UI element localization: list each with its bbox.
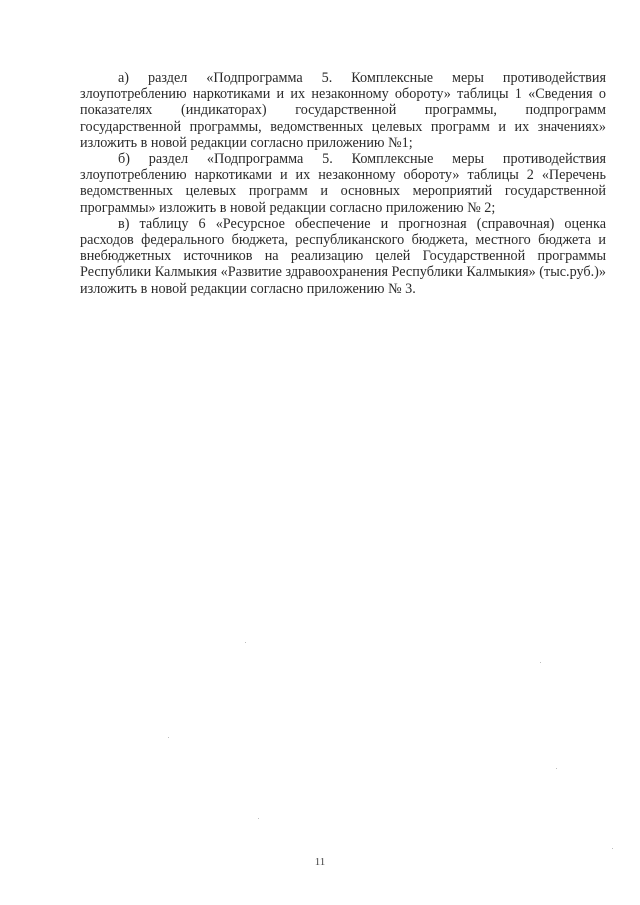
paragraph-b: б) раздел «Подпрограмма 5. Комплексные меры противодействия злоупотреблению наркотиками и их незаконному обороту» таблицы 2 «Перечень ведомственных целевых программ и основных мероприятий государственной программы» изложить в новой редакции согласно приложению № 2; [80, 151, 606, 216]
scan-speck [556, 768, 557, 769]
scan-speck [258, 818, 259, 819]
paragraph-a: а) раздел «Подпрограмма 5. Комплексные меры противодействия злоупотреблению наркотиками и их незаконному обороту» таблицы 1 «Сведения о показателях (индикаторах) государственной программы, подпрограмм государственной программы, ведомственных целевых программ и их значениях» изложить в новой редакции согласно приложению №1; [80, 70, 606, 151]
scan-speck [540, 662, 541, 663]
scan-speck [168, 737, 169, 738]
paragraph-v: в) таблицу 6 «Ресурсное обеспечение и прогнозная (справочная) оценка расходов федерального бюджета, республиканского бюджета, местного бюджета и внебюджетных источников на реализацию целей Государственной программы Республики Калмыкия «Развитие здравоохранения Республики Калмыкия» (тыс.руб.)» изложить в новой редакции согласно приложению № 3. [80, 215, 606, 297]
document-body [80, 70, 606, 297]
scan-speck [612, 848, 613, 849]
scan-speck [245, 642, 246, 643]
page-number: 11 [314, 856, 326, 868]
